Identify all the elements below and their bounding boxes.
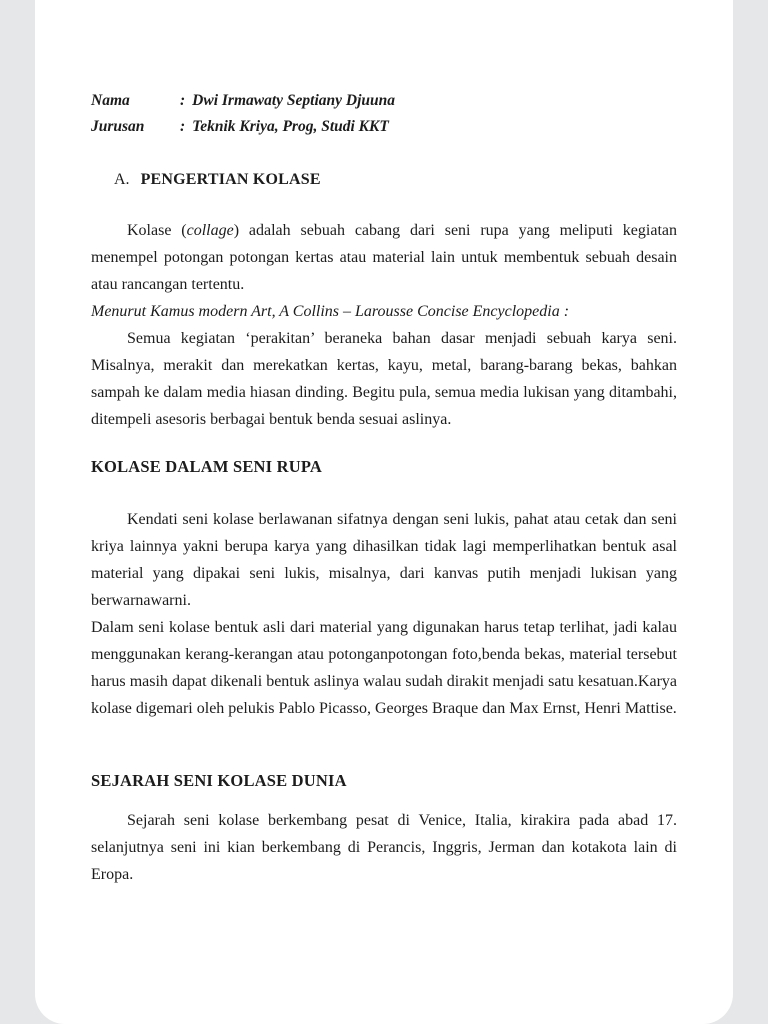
info-separator: : — [180, 92, 186, 109]
info-row-nama — [91, 88, 677, 114]
section-a-paragraph-2: Semua kegiatan ‘perakitan’ beraneka bahan dasar menjadi sebuah karya seni. Misalnya, merakit dan merekatkan kertas, kayu, metal, barang-barang bekas, bahkan sampah ke dalam media hiasan dinding. Begitu pula, semua media lukisan yang ditambahi, ditempeli asesoris berbagai bentuk benda sesuai aslinya. — [91, 330, 677, 428]
section-c-heading: SEJARAH SENI KOLASE DUNIA — [91, 771, 347, 790]
section-a-paragraph-1 — [91, 217, 677, 298]
info-value-jurusan: Teknik Kriya, Prog, Studi KKT — [192, 118, 389, 135]
section-c-paragraph-1: Sejarah seni kolase berkembang pesat di Venice, Italia, kirakira pada abad 17. selanjutnya seni ini kian berkembang di Perancis, Inggris, Jerman dan kotakota lain di Eropa. — [91, 812, 677, 883]
info-row-jurusan — [91, 114, 677, 140]
section-a-title: PENGERTIAN KOLASE — [140, 171, 321, 188]
student-info-block — [91, 88, 677, 140]
para-text: Kolase ( — [127, 222, 187, 239]
section-a-number: A. — [114, 171, 130, 188]
info-separator: : — [180, 118, 186, 135]
para-text: ) adalah sebuah cabang dari seni rupa yang meliputi kegiatan menempel potongan potongan kertas atau material lain untuk membentuk sebuah desain atau rancangan tertentu. — [91, 222, 677, 293]
section-a-heading — [114, 166, 677, 193]
citation-line: Menurut Kamus modern Art, A Collins – Larousse Concise Encyclopedia : — [91, 303, 570, 320]
italic-term: collage — [186, 222, 234, 239]
info-label-jurusan: Jurusan — [91, 118, 145, 135]
info-value-nama: Dwi Irmawaty Septiany Djuuna — [192, 92, 396, 109]
section-b-paragraph-2: Dalam seni kolase bentuk asli dari material yang digunakan harus tetap terlihat, jadi kalau menggunakan kerang-kerangan atau potonganpotongan foto,benda bekas, material tersebut harus masih dapat dikenali bentuk aslinya walau sudah dirakit menjadi satu kesatuan.Karya kolase digemari oleh pelukis Pablo Picasso, Georges Braque dan Max Ernst, Henri Mattise. — [91, 619, 677, 717]
section-b-heading: KOLASE DALAM SENI RUPA — [91, 457, 322, 476]
document-page — [35, 0, 733, 1024]
section-b-paragraph-1: Kendati seni kolase berlawanan sifatnya dengan seni lukis, pahat atau cetak dan seni kriya lainnya yakni berupa karya yang dihasilkan tidak lagi memperlihatkan bentuk asal material yang dipakai seni lukis, misalnya, dari kanvas putih menjadi lukisan yang berwarnawarni. — [91, 511, 677, 609]
info-label-nama: Nama — [91, 92, 130, 109]
